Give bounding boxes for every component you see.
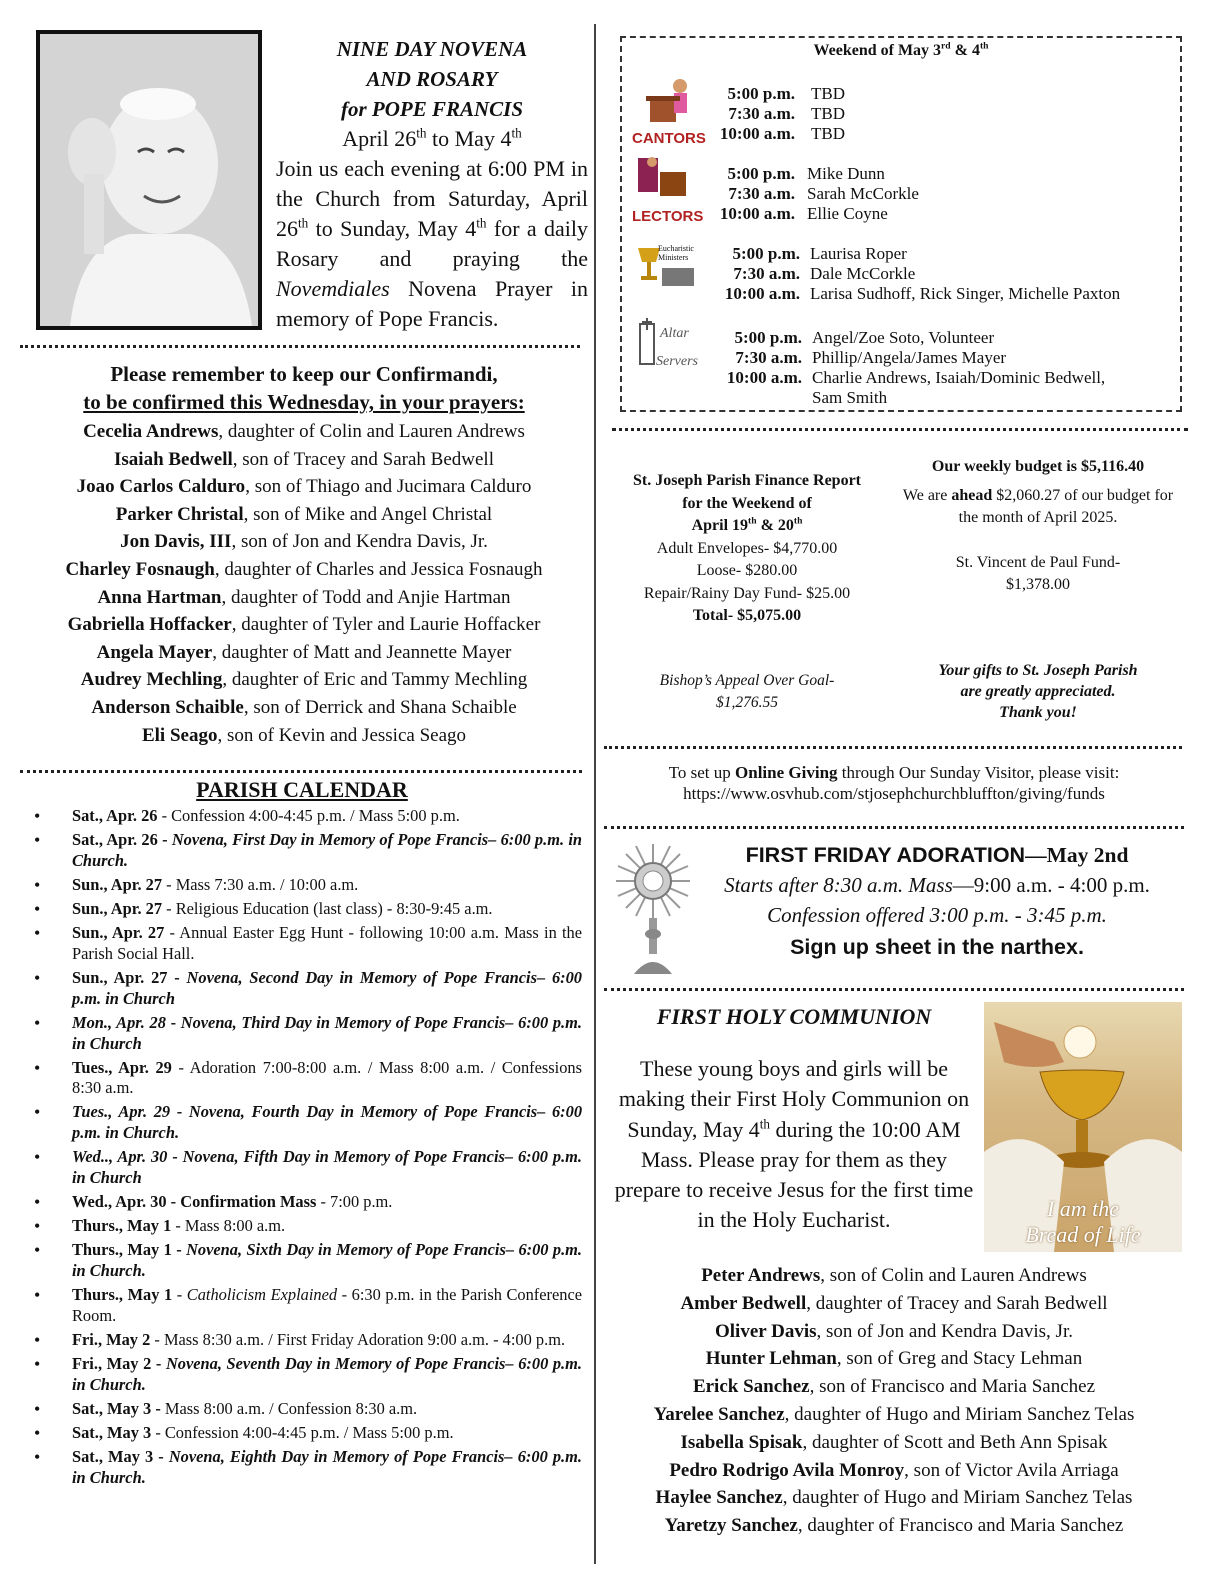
appeal-label: Bishop’s Appeal Over Goal- (659, 672, 835, 689)
calendar-item (22, 1102, 582, 1143)
minister-line (700, 104, 845, 124)
bread-caption-2: Bread of Life (1025, 1222, 1141, 1247)
calendar-day: Mon., Apr. 28 (72, 1012, 166, 1032)
giving-url[interactable]: https://www.osvhub.com/stjosephchurchbluffton/giving/funds (683, 784, 1105, 803)
list-item (24, 611, 584, 639)
person-relation: , daughter of Eric and Tammy Mechling (222, 669, 528, 691)
calendar-sep: - (166, 1192, 181, 1212)
calendar-sep: - (157, 806, 172, 825)
divider-dotted (20, 345, 580, 348)
cantor-icon (632, 74, 702, 134)
person-relation: , daughter of Colin and Lauren Andrews (218, 421, 525, 442)
finance-dates: April 19th & 20th (691, 515, 803, 534)
calendar-day: Sat., Apr. 26 (72, 830, 158, 850)
person-relation: , daughter of Todd and Anjie Hartman (221, 586, 511, 608)
person-relation: , son of Jon and Kendra Davis, Jr. (816, 1320, 1073, 1342)
minister-line (700, 264, 915, 284)
chalice-icon (632, 234, 702, 294)
list-item (24, 722, 584, 750)
person-relation: , son of Victor Avila Arriaga (904, 1459, 1119, 1481)
person-relation: , daughter of Hugo and Miriam Sanchez Telas (782, 1487, 1133, 1509)
minister-time: 10:00 a.m. (719, 204, 795, 223)
weekly-budget (898, 456, 1178, 597)
calendar-item (22, 1330, 582, 1351)
person-name: Haylee Sanchez (655, 1487, 783, 1509)
communion-title: FIRST HOLY COMMUNION (656, 1004, 932, 1029)
minister-name: Ellie Coyne (807, 204, 888, 223)
person-name: Amber Bedwell (680, 1292, 807, 1314)
calendar-sep: - (157, 830, 172, 850)
calendar-item (22, 1399, 582, 1420)
minister-time: 7:30 a.m. (728, 184, 795, 203)
adoration-title: FIRST FRIDAY ADORATION—May 2nd (745, 843, 1129, 867)
person-relation: , son of Kevin and Jessica Seago (217, 724, 466, 746)
minister-name: Larisa Sudhoff, Rick Singer, Michelle Paxton (810, 284, 1121, 303)
svdp-amount: $1,378.00 (1006, 576, 1070, 593)
calendar-sep: - (150, 1329, 164, 1349)
calendar-item (22, 968, 582, 1009)
confirmandi-section (24, 360, 584, 749)
list-item (604, 1262, 1184, 1290)
calendar-item (22, 923, 582, 964)
minister-name: Phillip/Angela/James Mayer (812, 348, 1007, 367)
altar-servers-label-1: Altar (660, 326, 689, 341)
minister-line (700, 244, 907, 264)
minister-time: 7:30 a.m. (735, 348, 802, 367)
person-name: Cecelia Andrews (83, 421, 219, 442)
person-name: Parker Christal (115, 503, 244, 525)
budget-ahead: We are ahead $2,060.27 of our budget for the month of April 2025. (902, 486, 1174, 526)
calendar-item (22, 806, 582, 827)
confirmandi-title: Please remember to keep our Confirmandi, (110, 362, 498, 386)
calendar-item (22, 1354, 582, 1395)
calendar-text: Novena, Fourth Day in Memory of Pope Francis– 6:00 p.m. in Church. (72, 1102, 583, 1143)
minister-time: 10:00 a.m. (724, 284, 800, 303)
person-name: Yarelee Sanchez (653, 1403, 785, 1425)
person-name: Charley Fosnaugh (65, 558, 215, 580)
minister-name: Sam Smith (812, 388, 888, 407)
cantors-group (632, 74, 1177, 147)
person-name: Gabriella Hoffacker (67, 614, 232, 636)
calendar-sep: - (170, 1102, 189, 1122)
calendar-day: Thurs., May 1 (72, 1216, 172, 1236)
list-item (24, 639, 584, 667)
calendar-sep: - (171, 1216, 185, 1236)
calendar-list (22, 806, 582, 1489)
person-name: Jon Davis, III (120, 531, 232, 553)
divider-dotted (604, 746, 1182, 749)
person-relation: , son of Greg and Stacy Lehman (836, 1348, 1083, 1370)
repair-fund: Repair/Rainy Day Fund- $25.00 (643, 584, 851, 602)
minister-line (700, 204, 888, 224)
person-name: Joao Carlos Calduro (76, 476, 246, 498)
finance-report (612, 470, 882, 628)
calendar-day: Wed.., Apr. 30 (72, 1147, 168, 1167)
list-item (604, 1512, 1184, 1540)
calendar-item (22, 1285, 582, 1326)
calendar-item (22, 1013, 582, 1054)
novena-title-line1: NINE DAY NOVENA (336, 37, 528, 61)
divider-dotted (604, 988, 1184, 991)
minister-name: Dale McCorkle (810, 264, 916, 283)
calendar-text: Novena, Sixth Day in Memory of Pope Francis– 6:00 p.m. in Church. (72, 1240, 583, 1280)
budget-title: Our weekly budget is $5,116.40 (931, 458, 1145, 475)
person-name: Peter Andrews (701, 1265, 821, 1286)
calendar-text: Confirmation Mass (180, 1192, 317, 1212)
weekend-heading: Weekend of May 3rd & 4th (813, 40, 989, 59)
list-item (604, 1345, 1184, 1373)
calendar-tail: - 6:30 p.m. in the Parish Conference Room. (72, 1285, 583, 1325)
calendar-day: Sat., May 3 - (72, 1398, 161, 1418)
minister-name: Sarah McCorkle (807, 184, 919, 203)
list-item (24, 446, 584, 474)
person-name: Eli Seago (141, 724, 218, 746)
list-item (24, 694, 584, 722)
calendar-item (22, 1192, 582, 1213)
calendar-item (22, 1216, 582, 1237)
person-name: Anna Hartman (97, 586, 222, 608)
calendar-sep: - (171, 1057, 190, 1077)
calendar-tail: - 7:00 p.m. (316, 1192, 393, 1212)
person-relation: , son of Colin and Lauren Andrews (820, 1265, 1087, 1286)
list-item (24, 584, 584, 612)
calendar-day: Tues., Apr. 29 (72, 1057, 172, 1077)
finance-total: Total- $5,075.00 (692, 607, 802, 624)
finance-subtitle: for the Weekend of (682, 494, 812, 512)
calendar-day: Sun., Apr. 27 (72, 899, 163, 919)
calendar-item (22, 1147, 582, 1188)
confirmandi-subtitle: to be confirmed this Wednesday, in your prayers: (83, 390, 525, 414)
eucharistic-ministers-group (632, 234, 1177, 304)
parish-calendar (22, 776, 582, 1492)
calendar-text: Religious Education (last class) - 8:30-9:45 a.m. (175, 899, 493, 919)
minister-line (700, 124, 845, 144)
calendar-sep: - (165, 1012, 181, 1032)
communion-description: These young boys and girls will be making their First Holy Communion on Sunday, May 4th during the 10:00 AM Mass. Please pray for them as they prepare to receive Jesus for the first time in the Holy Eucharist. (614, 1056, 974, 1233)
minister-name: TBD (811, 84, 845, 103)
calendar-text: Mass 7:30 a.m. / 10:00 a.m. (175, 874, 359, 894)
cantors-label: CANTORS (632, 130, 706, 147)
list-item (24, 418, 584, 446)
bishops-appeal (612, 670, 882, 714)
minister-name: Mike Dunn (807, 164, 885, 183)
ministers-schedule (620, 36, 1182, 412)
calendar-text: Adoration 7:00-8:00 a.m. / Mass 8:00 a.m. / Confessions 8:30 a.m. (72, 1057, 582, 1098)
person-relation: , daughter of Tyler and Laurie Hoffacker (231, 614, 541, 636)
list-item (604, 1484, 1184, 1512)
minister-name: TBD (811, 124, 845, 143)
minister-name: TBD (811, 104, 845, 123)
adoration-confession: Confession offered 3:00 p.m. - 3:45 p.m. (767, 903, 1107, 927)
list-item (24, 501, 584, 529)
minister-time: 5:00 p.m. (727, 164, 795, 183)
calendar-day: Thurs., May 1 (72, 1285, 173, 1305)
bread-caption-1: I am the (1046, 1196, 1120, 1221)
giving-text: To set up Online Giving through Our Sunday Visitor, please visit: (668, 763, 1120, 782)
calendar-item (22, 1058, 582, 1099)
person-relation: , son of Jon and Kendra Davis, Jr. (231, 531, 488, 553)
calendar-day: Wed., Apr. 30 (72, 1192, 167, 1212)
calendar-sep: - (153, 1447, 169, 1467)
calendar-sep: - (162, 899, 176, 919)
calendar-text: Mass 8:00 a.m. (184, 1216, 286, 1236)
first-friday-adoration (692, 840, 1182, 964)
calendar-day: Sun., Apr. 27 (72, 968, 168, 988)
calendar-sep: - (172, 1285, 187, 1305)
calendar-sep: - (167, 1147, 183, 1167)
loose-offering: Loose- $280.00 (696, 562, 798, 579)
list-item (604, 1429, 1184, 1457)
person-name: Audrey Mechling (80, 669, 223, 691)
eucharistic-label: Eucharistic Ministers (658, 244, 694, 262)
minister-time: 5:00 p.m. (727, 84, 795, 103)
calendar-day: Sun., Apr. 27 (72, 923, 165, 943)
minister-line (700, 284, 1120, 304)
person-relation: , daughter of Charles and Jessica Fosnaugh (214, 558, 543, 580)
calendar-text: Catholicism Explained (186, 1285, 338, 1305)
calendar-day: Thurs., May 1 (72, 1240, 172, 1260)
list-item (24, 666, 584, 694)
person-relation: , daughter of Francisco and Maria Sanchez (797, 1515, 1124, 1537)
lector-icon (632, 154, 702, 214)
altar-servers-label-2: Servers (656, 354, 698, 369)
person-relation: , son of Derrick and Shana Schaible (243, 696, 517, 718)
adoration-signup: Sign up sheet in the narthex. (790, 935, 1084, 959)
bread-of-life-image (984, 1002, 1182, 1252)
calendar-sep: - (171, 1240, 187, 1260)
person-name: Pedro Rodrigo Avila Monroy (669, 1459, 905, 1481)
person-relation: , daughter of Matt and Jeannette Mayer (212, 641, 512, 663)
thanks-line-2: are greatly appreciated. (960, 683, 1116, 700)
lectors-label: LECTORS (632, 208, 704, 225)
minister-line (702, 328, 994, 348)
calendar-sep: - (167, 968, 187, 988)
novena-title-line2: AND ROSARY (366, 67, 498, 91)
column-divider (594, 24, 596, 1564)
minister-time: 5:00 p.m. (732, 244, 800, 263)
calendar-item (22, 830, 582, 871)
person-name: Hunter Lehman (705, 1348, 837, 1370)
minister-time: 5:00 p.m. (734, 328, 802, 347)
calendar-item (22, 875, 582, 896)
minister-time: 10:00 a.m. (726, 368, 802, 387)
altar-servers-group (632, 318, 1177, 407)
list-item (604, 1373, 1184, 1401)
divider-dotted (20, 770, 582, 773)
thank-you-note (898, 660, 1178, 723)
communicants-list (604, 1262, 1184, 1540)
list-item (604, 1457, 1184, 1485)
svdp-label: St. Vincent de Paul Fund- (955, 553, 1121, 571)
minister-time: 7:30 a.m. (728, 104, 795, 123)
calendar-sep: - (164, 923, 180, 943)
calendar-text: Confession 4:00-4:45 p.m. / Mass 5:00 p.m. (171, 806, 460, 825)
calendar-day: Sat., Apr. 26 (72, 806, 158, 825)
calendar-day: Tues., Apr. 29 (72, 1102, 171, 1122)
person-relation: , son of Mike and Angel Christal (243, 503, 493, 525)
minister-line (702, 388, 887, 408)
thanks-line-3: Thank you! (999, 704, 1077, 721)
calendar-item (22, 1240, 582, 1281)
calendar-sep: - (151, 1354, 166, 1374)
calendar-text: Mass 8:30 a.m. / First Friday Adoration 9:00 a.m. - 4:00 p.m. (163, 1329, 566, 1349)
novena-section (276, 34, 588, 334)
person-name: Angela Mayer (96, 641, 213, 663)
list-item (604, 1318, 1184, 1346)
calendar-item (22, 899, 582, 920)
person-name: Oliver Davis (715, 1320, 817, 1342)
list-item (604, 1401, 1184, 1429)
divider-dotted (612, 428, 1188, 431)
calendar-text: Novena, Second Day in Memory of Pope Francis– 6:00 p.m. in Church (72, 968, 582, 1008)
calendar-sep: - (151, 1423, 165, 1443)
calendar-day: Sat., May 3 (72, 1447, 154, 1467)
calendar-text: Annual Easter Egg Hunt - following 10:00 a.m. Mass in the Parish Social Hall. (72, 923, 583, 963)
minister-name: Angel/Zoe Soto, Volunteer (812, 328, 995, 347)
person-relation: , daughter of Tracey and Sarah Bedwell (806, 1292, 1108, 1314)
calendar-text: Novena, Seventh Day in Memory of Pope Francis– 6:00 p.m. in Church. (72, 1354, 583, 1394)
calendar-day: Fri., May 2 (72, 1354, 152, 1374)
calendar-sep: - (162, 874, 176, 894)
minister-line (702, 348, 1006, 368)
calendar-text: Confession 4:00-4:45 p.m. / Mass 5:00 p.m. (164, 1423, 454, 1443)
person-relation: , son of Tracey and Sarah Bedwell (232, 448, 494, 470)
calendar-day: Sat., May 3 (72, 1423, 152, 1443)
person-name: Isabella Spisak (680, 1431, 803, 1453)
novena-dates: April 26th to May 4th (342, 125, 522, 151)
minister-line (700, 164, 885, 184)
minister-line (700, 184, 919, 204)
adult-envelopes: Adult Envelopes- $4,770.00 (656, 539, 838, 557)
minister-time: 10:00 a.m. (719, 124, 795, 143)
thanks-line-1: Your gifts to St. Joseph Parish (938, 662, 1138, 679)
calendar-text: Novena, Third Day in Memory of Pope Francis– 6:00 p.m. in Church (72, 1012, 583, 1053)
list-item (24, 556, 584, 584)
minister-time: 7:30 a.m. (733, 264, 800, 283)
person-name: Yaretzy Sanchez (664, 1515, 798, 1537)
minister-line (700, 84, 845, 104)
person-relation: , daughter of Scott and Beth Ann Spisak (802, 1431, 1108, 1453)
adoration-time: Starts after 8:30 a.m. Mass—9:00 a.m. - 4:00 p.m. (724, 873, 1150, 897)
online-giving (606, 762, 1182, 804)
calendar-item (22, 1447, 582, 1488)
list-item (24, 473, 584, 501)
list-item (24, 528, 584, 556)
confirmandi-list (24, 418, 584, 749)
lectors-group (632, 154, 1177, 224)
calendar-text: Novena, Fifth Day in Memory of Pope Francis– 6:00 p.m. in Church (72, 1147, 583, 1187)
novena-description: Join us each evening at 6:00 PM in the Church from Saturday, April 26th to Sunday, May 4th for a daily Rosary and praying the Novemdiales Novena Prayer in memory of Pope Francis. (276, 156, 588, 331)
divider-dotted (604, 826, 1184, 829)
calendar-title: PARISH CALENDAR (196, 777, 408, 802)
person-name: Anderson Schaible (91, 696, 244, 718)
monstrance-icon (612, 838, 694, 978)
calendar-text: Novena, Eighth Day in Memory of Pope Francis– 6:00 p.m. in Church. (72, 1447, 582, 1487)
minister-name: Laurisa Roper (810, 244, 907, 263)
calendar-text: Mass 8:00 a.m. / Confession 8:30 a.m. (164, 1398, 418, 1418)
minister-line (702, 368, 1105, 388)
finance-title: St. Joseph Parish Finance Report (633, 472, 861, 489)
calendar-item (22, 1423, 582, 1444)
list-item (604, 1290, 1184, 1318)
calendar-day: Fri., May 2 (72, 1329, 151, 1349)
calendar-day: Sun., Apr. 27 (72, 874, 163, 894)
person-relation: , son of Francisco and Maria Sanchez (809, 1376, 1096, 1398)
calendar-text: Novena, First Day in Memory of Pope Francis– 6:00 p.m. in Church. (72, 830, 583, 870)
person-name: Isaiah Bedwell (114, 448, 233, 470)
appeal-amount: $1,276.55 (716, 694, 778, 711)
person-name: Erick Sanchez (692, 1376, 810, 1398)
person-relation: , son of Thiago and Jucimara Calduro (245, 476, 532, 498)
minister-name: Charlie Andrews, Isaiah/Dominic Bedwell, (812, 368, 1106, 387)
person-relation: , daughter of Hugo and Miriam Sanchez Telas (784, 1403, 1135, 1425)
novena-title-line3: for POPE FRANCIS (340, 97, 524, 121)
pope-francis-photo (36, 30, 262, 330)
